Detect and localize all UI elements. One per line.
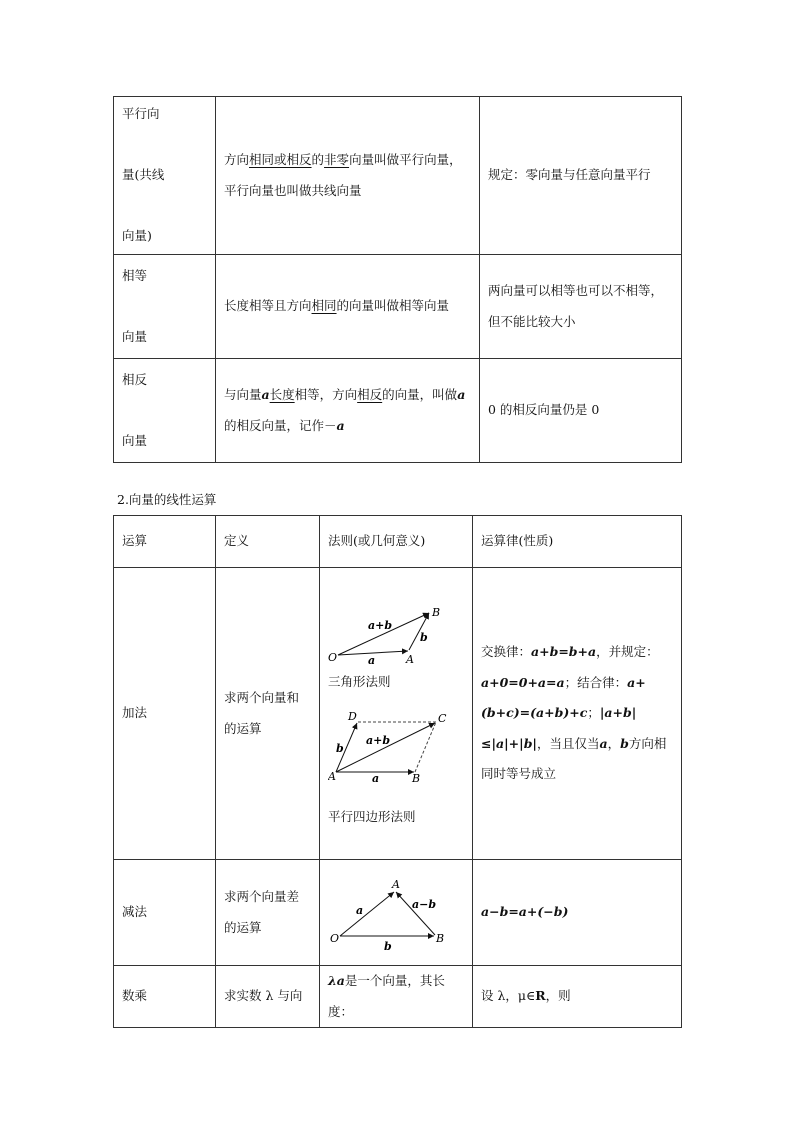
law-text: ，并规定： bbox=[596, 643, 659, 659]
concept-name bbox=[114, 359, 216, 463]
def-text: 的向量叫做相等向量 bbox=[336, 298, 450, 314]
column-header: 法则(或几何意义) bbox=[320, 516, 473, 568]
point-label: B bbox=[436, 931, 445, 945]
name-line: 向量) bbox=[122, 228, 152, 244]
vector-a-arrow bbox=[340, 892, 394, 936]
def-text: 相等，方向 bbox=[294, 386, 358, 402]
law-formula: a+b=b+a bbox=[531, 643, 597, 659]
dashed-edge bbox=[415, 722, 436, 772]
law-text: ，当且仅当 bbox=[536, 735, 600, 751]
def-text: 方向 bbox=[224, 151, 250, 167]
concept-name bbox=[114, 97, 216, 255]
vector-symbol: a bbox=[599, 735, 608, 751]
operation-rule bbox=[320, 860, 473, 966]
operation-laws bbox=[473, 568, 682, 860]
point-label: B bbox=[432, 605, 441, 619]
operation-rule bbox=[320, 966, 473, 1028]
table-row bbox=[114, 97, 682, 255]
vector-label: a−b bbox=[412, 897, 437, 911]
column-header: 定义 bbox=[216, 516, 320, 568]
table-row bbox=[114, 255, 682, 359]
section-title: 2.向量的线性运算 bbox=[117, 492, 217, 507]
subtraction-diagram bbox=[328, 878, 458, 950]
def-text: 与向量 bbox=[224, 386, 262, 402]
table-row bbox=[114, 359, 682, 463]
point-label: A bbox=[406, 652, 414, 666]
def-underlined: 长度 bbox=[269, 386, 295, 402]
point-label: C bbox=[438, 711, 447, 725]
point-label: O bbox=[328, 650, 338, 664]
vector-label: b bbox=[384, 939, 392, 950]
vector-label: b bbox=[420, 630, 428, 644]
vector-symbol: a bbox=[261, 386, 270, 402]
point-label: D bbox=[348, 709, 357, 723]
triangle-rule-caption: 三角形法则 bbox=[328, 673, 391, 689]
law-text: 交换律： bbox=[481, 643, 532, 659]
def-underlined: 相同 bbox=[311, 298, 337, 314]
column-header: 运算 bbox=[114, 516, 216, 568]
def-text: 的 bbox=[311, 151, 325, 167]
concept-definition bbox=[216, 97, 480, 255]
operation-definition: 求两个向量和的运算 bbox=[216, 568, 320, 860]
operation-name: 减法 bbox=[114, 860, 216, 966]
def-underlined: 相同或相反 bbox=[249, 151, 312, 167]
law-formula: a+(b+c)=(a+b)+c bbox=[481, 674, 646, 721]
law-text: ， bbox=[607, 735, 621, 751]
operation-laws: a−b=a+(−b) bbox=[473, 860, 682, 966]
vector-symbol: a bbox=[336, 417, 345, 433]
linear-operations-table bbox=[113, 515, 682, 1028]
point-label: A bbox=[328, 769, 336, 782]
table-row bbox=[114, 860, 682, 966]
concept-note: 0 的相反向量仍是 0 bbox=[480, 359, 682, 463]
vector-label: a bbox=[368, 653, 376, 667]
vector-sum-arrow bbox=[336, 723, 435, 772]
law-formula: |a+b|≤|a|+|b| bbox=[481, 705, 637, 751]
vector-symbol: λa bbox=[328, 973, 345, 988]
vector-label: a bbox=[356, 903, 364, 917]
column-header: 运算律(性质) bbox=[473, 516, 682, 568]
def-text: 的向量，叫做 bbox=[382, 386, 458, 402]
vector-label: a+b bbox=[366, 733, 391, 747]
point-label: A bbox=[392, 877, 400, 891]
name-line: 相等 bbox=[122, 267, 148, 283]
concept-definition bbox=[216, 255, 480, 359]
vector-symbol: a bbox=[457, 386, 466, 402]
vector-concepts-table bbox=[113, 96, 682, 463]
real-set-symbol: R bbox=[535, 988, 546, 1004]
parallelogram-rule-diagram bbox=[328, 710, 458, 782]
vector-symbol: b bbox=[620, 735, 629, 751]
def-text: 的相反向量，记作－ bbox=[224, 417, 337, 433]
law-text: 设 λ，μ∈ bbox=[481, 988, 536, 1004]
point-label: O bbox=[330, 931, 340, 945]
def-underlined: 非零 bbox=[324, 151, 350, 167]
parallelogram-rule-caption: 平行四边形法则 bbox=[328, 808, 416, 824]
law-text: ； bbox=[587, 705, 600, 721]
concept-note: 两向量可以相等也可以不相等，但不能比较大小 bbox=[480, 255, 682, 359]
operation-name: 数乘 bbox=[114, 966, 216, 1028]
def-text: 长度相等且方向 bbox=[224, 298, 312, 314]
concept-definition bbox=[216, 359, 480, 463]
name-line: 量(共线 bbox=[122, 167, 165, 183]
operation-rule bbox=[320, 568, 473, 860]
triangle-rule-diagram bbox=[328, 605, 458, 667]
operation-name: 加法 bbox=[114, 568, 216, 860]
name-line: 向量 bbox=[122, 328, 148, 344]
point-label: B bbox=[412, 771, 421, 782]
vector-label: b bbox=[336, 741, 344, 755]
vector-label: a+b bbox=[368, 618, 393, 632]
table-row bbox=[114, 568, 682, 860]
operation-definition: 求实数 λ 与向 bbox=[216, 966, 320, 1028]
name-line: 相反 bbox=[122, 371, 148, 387]
law-text: ，则 bbox=[545, 988, 571, 1004]
header-row bbox=[114, 516, 682, 568]
operation-laws bbox=[473, 966, 682, 1028]
law-formula: a+0=0+a=a bbox=[481, 674, 565, 690]
name-line: 向量 bbox=[122, 432, 148, 448]
rule-text: 是一个向量，其长度： bbox=[328, 973, 445, 1019]
name-line: 平行向 bbox=[122, 105, 160, 121]
operation-definition: 求两个向量差的运算 bbox=[216, 860, 320, 966]
vector-label: a bbox=[372, 771, 380, 782]
law-text: ；结合律： bbox=[564, 674, 628, 690]
def-text: 向量叫做平行向量，平行向量也叫做共线向量 bbox=[224, 151, 462, 198]
table-row bbox=[114, 966, 682, 1028]
concept-note: 规定：零向量与任意向量平行 bbox=[480, 97, 682, 255]
concept-name bbox=[114, 255, 216, 359]
def-underlined: 相反 bbox=[357, 386, 383, 402]
law-text: 方向相同时等号成立 bbox=[481, 735, 667, 782]
